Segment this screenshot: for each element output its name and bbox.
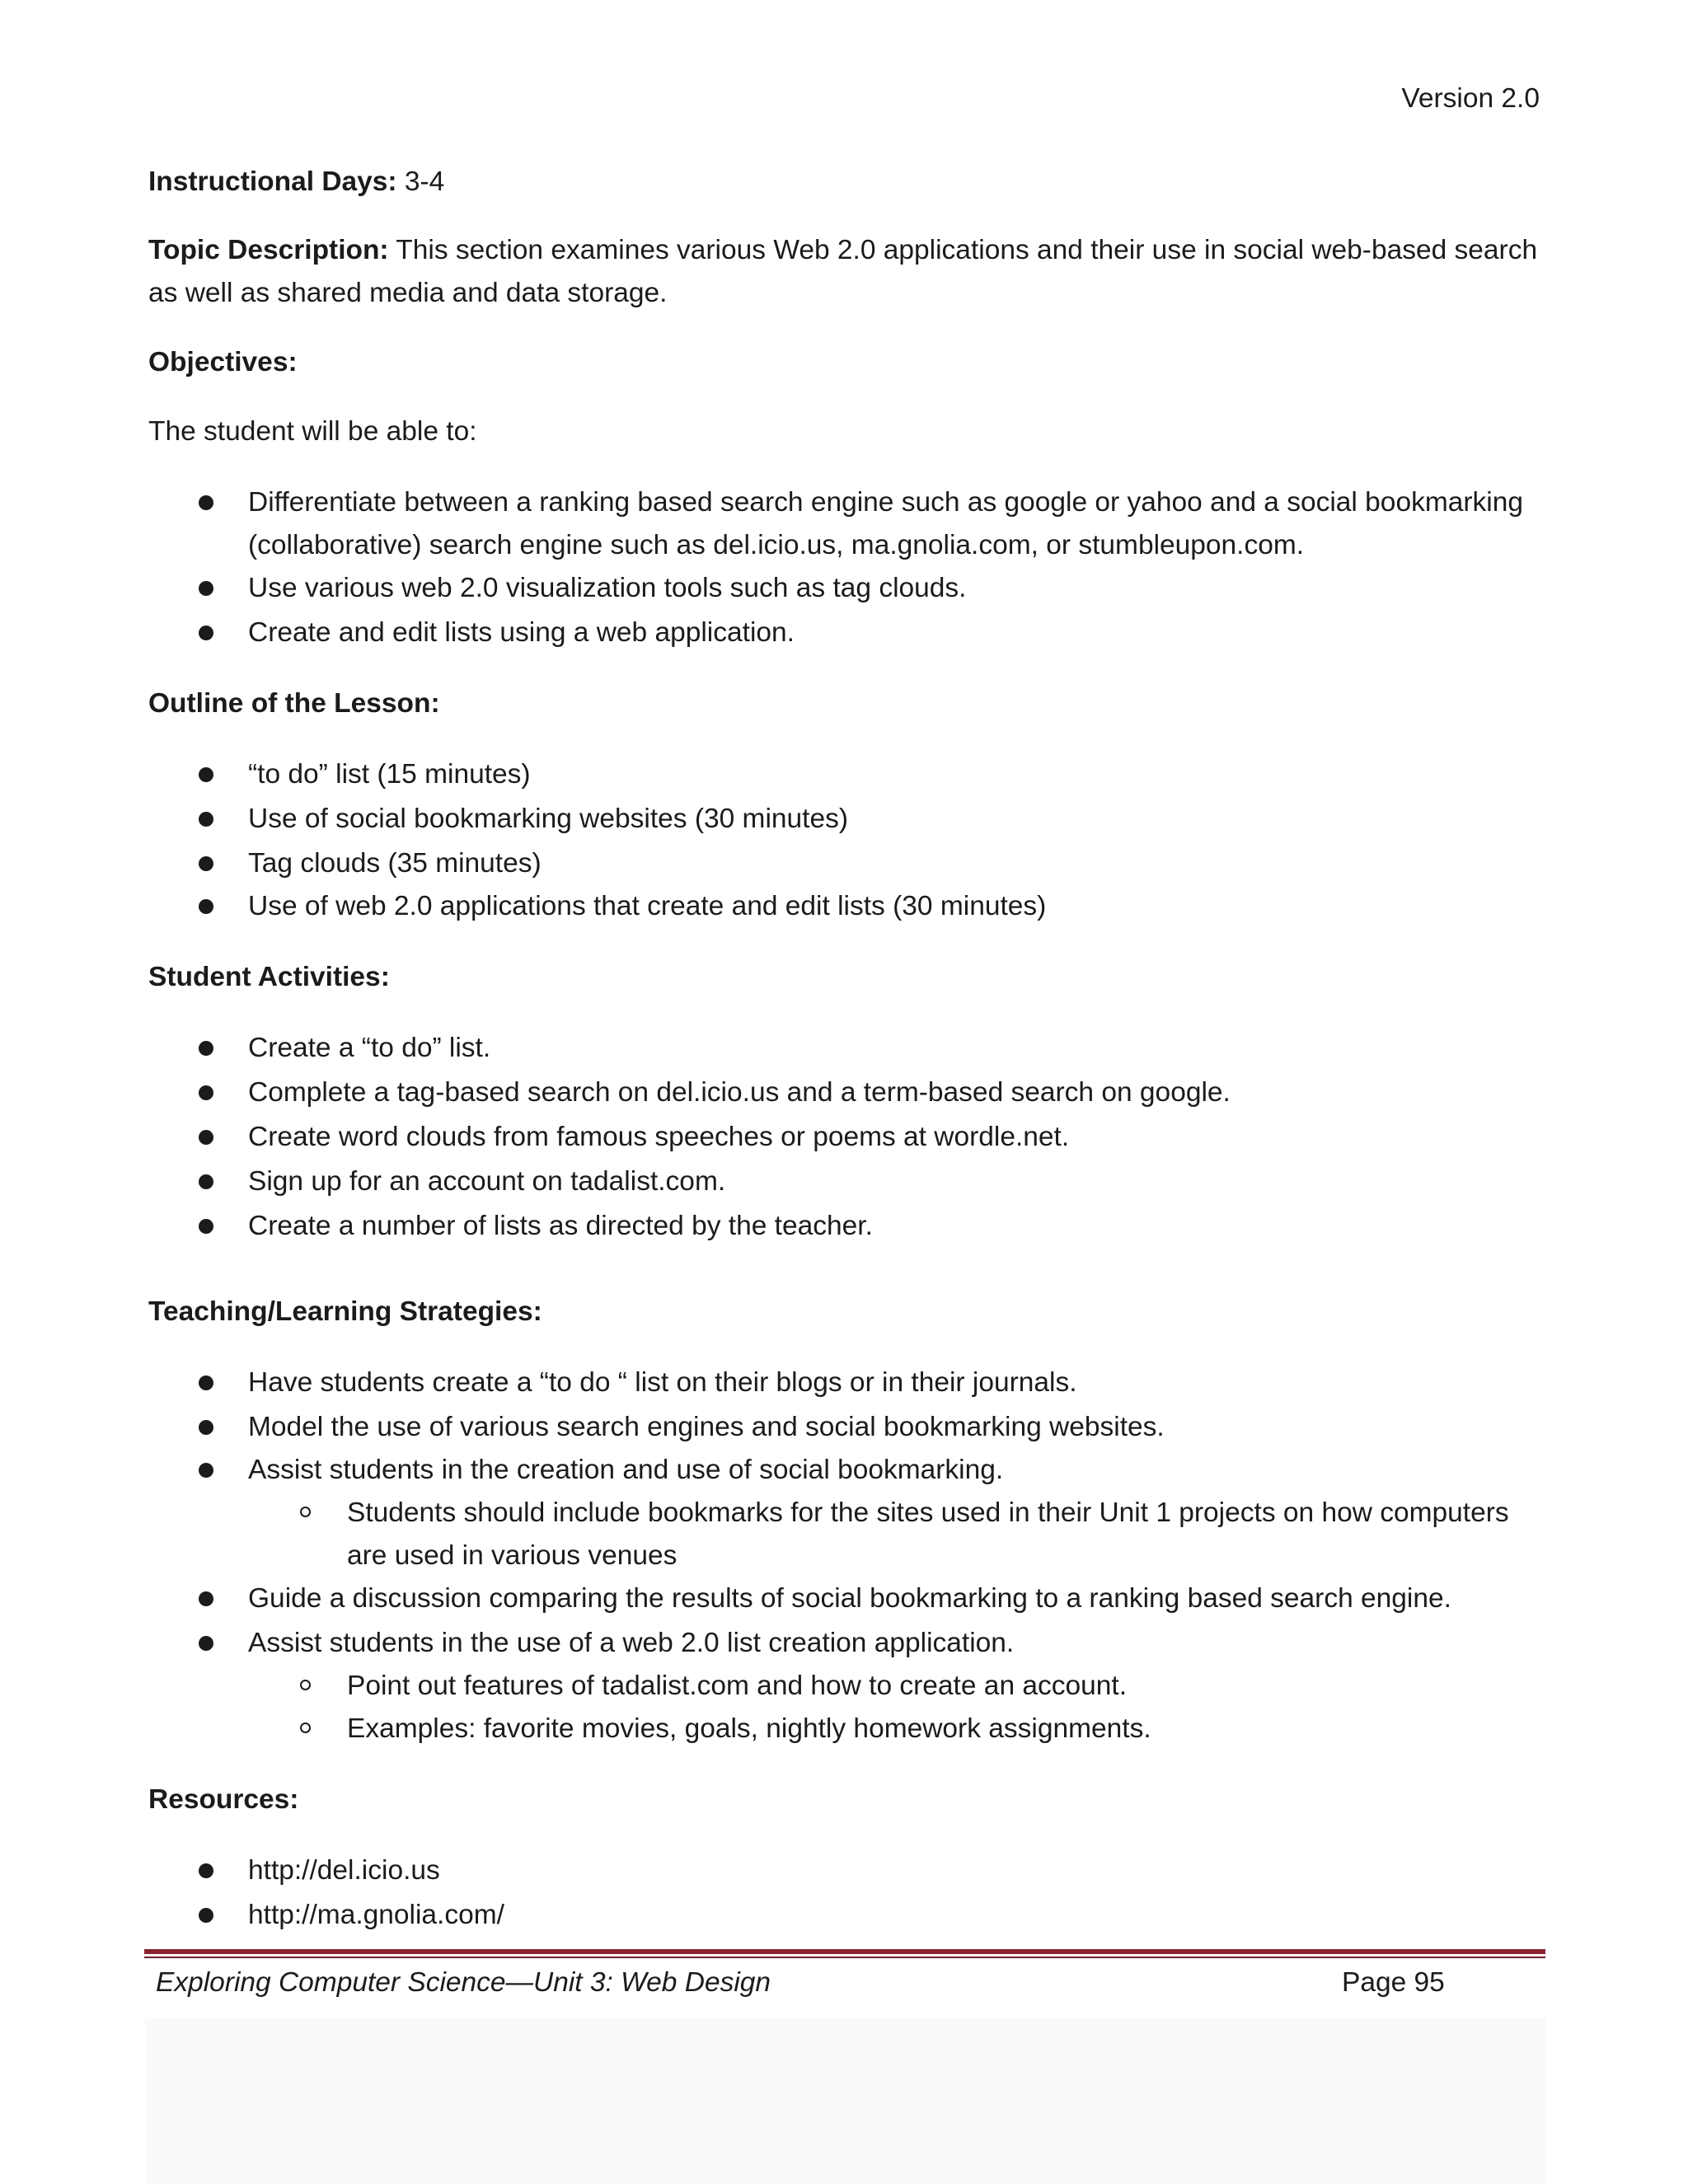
strategy-text: Assist students in the use of a web 2.0 list creation application.: [248, 1628, 1015, 1658]
bullet-icon: [199, 581, 213, 596]
bullet-icon: [199, 856, 213, 871]
instructional-days-value: 3-4: [404, 166, 445, 197]
bullet-icon: [199, 1463, 213, 1478]
bullet-icon: [199, 1420, 213, 1435]
strategy-text: Have students create a “to do “ list on their blogs or in their journals.: [248, 1367, 1077, 1398]
outline-heading: Outline of the Lesson:: [148, 688, 440, 719]
activities-heading: Student Activities:: [148, 962, 390, 992]
bullet-icon: [199, 899, 213, 914]
instructional-days: [148, 161, 444, 204]
bullet-icon: [199, 1863, 213, 1878]
bullet-icon: [199, 1376, 213, 1390]
bullet-icon: [199, 1174, 213, 1189]
outline-text: Use of web 2.0 applications that create and edit lists (30 minutes): [248, 891, 1047, 921]
footer-title: Exploring Computer Science—Unit 3: Web Design: [156, 1967, 771, 1998]
bullet-icon: [199, 1636, 213, 1651]
resource-link[interactable]: http://del.icio.us: [248, 1855, 440, 1886]
strategy-text: Assist students in the creation and use of social bookmarking.: [248, 1455, 1004, 1485]
bullet-icon: [199, 812, 213, 827]
strategy-sub-text: Students should include bookmarks for the sites used in their Unit 1 projects on how computers are used in various venues: [347, 1497, 1509, 1571]
bullet-icon: [199, 495, 213, 510]
hollow-bullet-icon: [300, 1722, 311, 1733]
strategy-text: Guide a discussion comparing the results of social bookmarking to a ranking based search engine.: [248, 1583, 1451, 1614]
outline-text: Tag clouds (35 minutes): [248, 848, 542, 879]
bullet-icon: [199, 1591, 213, 1606]
objectives-intro: The student will be able to:: [148, 416, 477, 447]
activity-text: Complete a tag-based search on del.icio.us and a term-based search on google.: [248, 1077, 1231, 1108]
version-label: Version 2.0: [1401, 83, 1540, 114]
objective-text: Differentiate between a ranking based search engine such as google or yahoo and a social bookmarking (collaborative) search engine such as del.icio.us, ma.gnolia.com, or stumbleupon.com.: [248, 487, 1523, 560]
activity-text: Create a “to do” list.: [248, 1033, 491, 1063]
outline-text: “to do” list (15 minutes): [248, 759, 531, 790]
activity-text: Create word clouds from famous speeches or poems at wordle.net.: [248, 1122, 1070, 1152]
activity-text: Sign up for an account on tadalist.com.: [248, 1166, 726, 1197]
resource-link[interactable]: http://ma.gnolia.com/: [248, 1900, 504, 1930]
resources-heading: Resources:: [148, 1784, 299, 1815]
instructional-days-label: Instructional Days:: [148, 166, 397, 197]
strategy-sub-text: Examples: favorite movies, goals, nightly homework assignments.: [347, 1713, 1151, 1744]
bullet-icon: [199, 626, 213, 640]
topic-description-line1: [148, 229, 1537, 272]
strategy-sub-text: Point out features of tadalist.com and how to create an account.: [347, 1671, 1128, 1701]
footer-divider: [144, 1949, 1545, 1954]
topic-description-label: Topic Description:: [148, 235, 389, 265]
bullet-icon: [199, 1085, 213, 1100]
strategy-text: Model the use of various search engines and social bookmarking websites.: [248, 1412, 1165, 1442]
footer-divider-thin: [144, 1957, 1545, 1958]
objective-text: Create and edit lists using a web application.: [248, 617, 795, 648]
topic-description-text: This section examines various Web 2.0 applications and their use in social web-based search: [396, 235, 1538, 265]
strategies-heading: Teaching/Learning Strategies:: [148, 1296, 542, 1327]
topic-description-line2: as well as shared media and data storage.: [148, 278, 668, 308]
bullet-icon: [199, 767, 213, 782]
bullet-icon: [199, 1130, 213, 1145]
footer-page-number: Page 95: [1342, 1967, 1445, 1998]
outline-text: Use of social bookmarking websites (30 minutes): [248, 804, 849, 834]
bullet-icon: [199, 1908, 213, 1923]
activity-text: Create a number of lists as directed by the teacher.: [248, 1211, 873, 1241]
objectives-heading: Objectives:: [148, 347, 298, 377]
bullet-icon: [199, 1219, 213, 1234]
hollow-bullet-icon: [300, 1507, 311, 1517]
bullet-icon: [199, 1041, 213, 1056]
hollow-bullet-icon: [300, 1680, 311, 1690]
objective-text: Use various web 2.0 visualization tools such as tag clouds.: [248, 573, 967, 603]
